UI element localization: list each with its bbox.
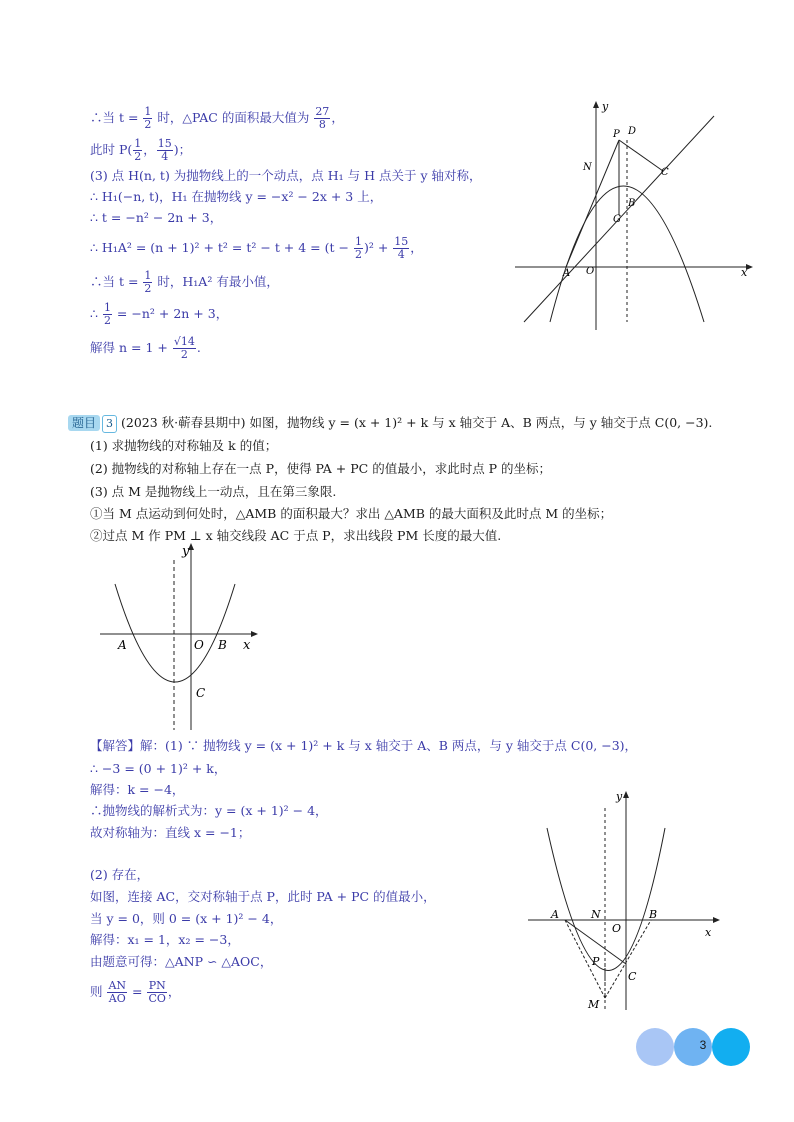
prev-line-4: ∴ H₁(−n, t)，H₁ 在抛物线 y = −x² − 2x + 3 上， <box>90 189 383 204</box>
prev-line-5: ∴ t = −n² − 2n + 3， <box>90 210 223 225</box>
prev-line-6: ∴ H₁A² = (n + 1)² + t² = t² − t + 4 = (t − $\frac{1}{2}$ )² + $\frac{15}{4}$ ， <box>90 235 423 261</box>
fraction: $\frac{PN}{CO}$ <box>148 979 166 1005</box>
prev-line-3: (3) 点 H(n, t) 为抛物线上的一个动点，点 H₁ 与 H 点关于 y 轴对称， <box>90 168 482 183</box>
problem-line-6: ②过点 M 作 PM ⊥ x 轴交线段 AC 于点 P，求出线段 PM 长度的最大值. <box>90 528 502 543</box>
fraction: $\frac{27}{8}$ <box>315 105 330 131</box>
problem-tag: 题目 <box>68 415 100 431</box>
solution-line-6: (2) 存在， <box>90 867 150 882</box>
label-x: x <box>705 926 712 939</box>
solution-line-8: 当 y = 0，则 0 = (x + 1)² − 4， <box>90 911 283 926</box>
fraction: $\frac{15}{4}$ <box>157 137 172 163</box>
label-p: P <box>613 129 620 140</box>
solution-line-11: 则 $\frac{AN}{AO}$ = $\frac{PN}{CO}$ ， <box>90 979 181 1005</box>
problem-line-5: ①当 M 点运动到何处时，△AMB 的面积最大？求出 △AMB 的最大面积及此时点 M 的坐标； <box>90 506 613 521</box>
label-y: y <box>182 544 190 559</box>
problem-line-2: (1) 求抛物线的对称轴及 k 的值； <box>90 438 278 453</box>
label-c: C <box>628 970 637 983</box>
label-a: A <box>118 638 127 652</box>
figure-2-svg <box>95 540 265 732</box>
fraction: $\frac{15}{4}$ <box>394 235 409 261</box>
prev-line-1: ∴当 t = $\frac{1}{2}$ 时，△PAC 的面积最大值为 $\frac{27}{8}$ ， <box>90 105 344 131</box>
problem-line-4: (3) 点 M 是抛物线上一动点，且在第三象限. <box>90 484 337 499</box>
y-arrow <box>593 101 599 108</box>
label-o: O <box>194 638 204 652</box>
fraction: $\frac{1}{2}$ <box>354 235 362 261</box>
solution-line-4: ∴抛物线的解析式为：y = (x + 1)² − 4， <box>90 803 328 818</box>
label-c: C <box>661 167 669 178</box>
label-m: M <box>588 998 600 1011</box>
label-o: O <box>586 266 595 277</box>
pager-circle-left <box>636 1028 674 1066</box>
page-number-badge <box>636 1028 752 1066</box>
label-a: A <box>563 268 571 279</box>
parabola <box>115 584 235 682</box>
x-arrow <box>713 917 720 923</box>
fraction: $\frac{AN}{AO}$ <box>108 979 127 1005</box>
figure-3-svg <box>525 788 725 1013</box>
label-b: B <box>218 638 227 652</box>
x-arrow <box>251 631 258 637</box>
page-number: 3 <box>699 1038 707 1052</box>
fraction: $\frac{1}{2}$ <box>144 105 152 131</box>
label-g: G <box>613 214 621 225</box>
label-b: B <box>628 198 636 209</box>
segment-pc <box>619 140 663 171</box>
fraction: $\frac{1}{2}$ <box>103 301 111 327</box>
solution-line-2: ∴ −3 = (0 + 1)² + k， <box>90 761 227 776</box>
figure-2 <box>95 540 265 732</box>
figure-1-svg <box>510 100 760 330</box>
fraction: $\frac{1}{2}$ <box>144 269 152 295</box>
solution-line-1: 【解答】解：(1) ∵ 抛物线 y = (x + 1)² + k 与 x 轴交于 A、B 两点，与 y 轴交于点 C(0, −3)， <box>90 738 638 753</box>
label-x: x <box>243 638 251 653</box>
figure-3 <box>525 788 725 1013</box>
y-arrow <box>623 791 629 798</box>
label-n: N <box>583 162 592 173</box>
prev-line-7: ∴当 t = $\frac{1}{2}$ 时，H₁A² 有最小值， <box>90 269 279 295</box>
problem-line-3: (2) 抛物线的对称轴上存在一点 P，使得 PA + PC 的值最小，求此时点 P 的坐标； <box>90 461 552 476</box>
label-x: x <box>741 266 748 279</box>
label-d: D <box>628 126 637 137</box>
solution-line-10: 由题意可得：△ANP ∽ △AOC， <box>90 954 273 969</box>
label-o: O <box>612 922 622 935</box>
label-n: N <box>591 908 601 921</box>
solution-line-9: 解得：x₁ = 1，x₂ = −3， <box>90 932 240 947</box>
solution-line-3: 解得：k = −4， <box>90 782 185 797</box>
problem-line-1: 题目 3 (2023 秋·蕲春县期中) 如图，抛物线 y = (x + 1)² + k 与 x 轴交于 A、B 两点，与 y 轴交于点 C(0, −3). <box>68 415 712 433</box>
label-b: B <box>649 908 658 921</box>
label-a: A <box>551 908 559 921</box>
prev-line-9: 解得 n = 1 + $\frac{√14}{2}$ . <box>90 335 201 361</box>
pager-circle-right <box>712 1028 750 1066</box>
prev-line-8: ∴ $\frac{1}{2}$ = −n² + 2n + 3， <box>90 301 229 327</box>
solution-line-5: 故对称轴为：直线 x = −1； <box>90 825 251 840</box>
label-c: C <box>196 686 206 700</box>
fraction: $\frac{1}{2}$ <box>134 137 142 163</box>
label-y: y <box>616 790 623 803</box>
fraction: $\frac{√14}{2}$ <box>173 335 195 361</box>
problem-number: 3 <box>102 415 117 433</box>
figure-1 <box>510 100 760 330</box>
solution-line-7: 如图，连接 AC，交对称轴于点 P，此时 PA + PC 的值最小， <box>90 889 436 904</box>
prev-line-2: 此时 P( $\frac{1}{2}$ ， $\frac{15}{4}$ )； <box>90 137 192 163</box>
label-p: P <box>592 955 600 968</box>
label-y: y <box>602 100 609 113</box>
